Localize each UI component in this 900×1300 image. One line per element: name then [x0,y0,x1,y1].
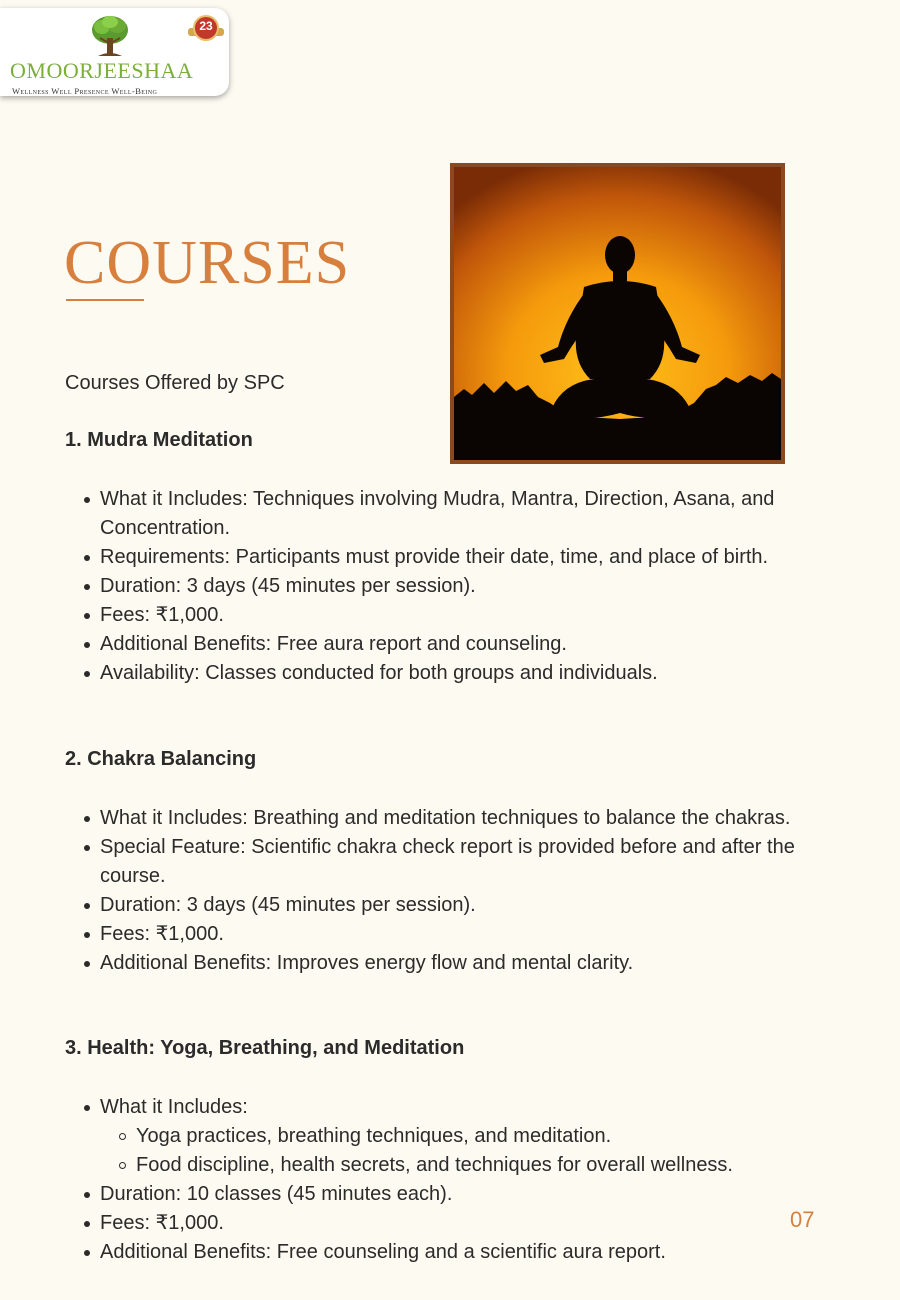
list-item [100,1093,800,1180]
sub-list-item: Food discipline, health secrets, and techniques for overall wellness. [136,1151,800,1180]
list-item: Additional Benefits: Free counseling and a scientific aura report. [100,1238,800,1267]
tree-logo-icon [90,14,130,60]
sub-list [136,1122,800,1180]
page-number: 07 [790,1207,815,1232]
list-item: What it Includes: Breathing and meditation techniques to balance the chakras. [100,804,800,833]
list-item: Fees: ₹1,000. [100,920,800,949]
list-item: What it Includes: Techniques involving Mudra, Mantra, Direction, Asana, and Concentration. [100,485,800,543]
course-details-list [100,485,800,688]
section-heading: 3. Health: Yoga, Breathing, and Meditation [65,1037,465,1059]
list-item: Duration: 10 classes (45 minutes each). [100,1180,800,1209]
intro-text: Courses Offered by SPC [65,372,285,394]
anniversary-badge [186,14,226,48]
course-details-list [100,804,800,978]
list-item: Special Feature: Scientific chakra check report is provided before and after the course. [100,833,800,891]
list-item: Requirements: Participants must provide their date, time, and place of birth. [100,543,800,572]
list-item: Duration: 3 days (45 minutes per session). [100,891,800,920]
page-title: COURSES [64,229,351,297]
list-item: Additional Benefits: Improves energy flow and mental clarity. [100,949,800,978]
course-details-list [100,1093,800,1267]
badge-number: 23 [199,19,213,33]
title-underline [66,299,144,301]
brand-name: OMOORJEESHAA [10,58,194,83]
list-item: Fees: ₹1,000. [100,601,800,630]
sub-list-item: Yoga practices, breathing techniques, and meditation. [136,1122,800,1151]
section-heading: 1. Mudra Meditation [65,429,253,451]
meditation-silhouette-icon [454,167,781,460]
list-item: Fees: ₹1,000. [100,1209,800,1238]
list-item-label: What it Includes: [100,1096,248,1118]
list-item: Availability: Classes conducted for both groups and individuals. [100,659,800,688]
brand-tagline: Wellness Well Presence Well-Being [12,86,158,96]
brand-logo [0,8,229,96]
list-item: Duration: 3 days (45 minutes per session). [100,572,800,601]
section-heading: 2. Chakra Balancing [65,748,257,770]
meditation-silhouette-image [450,163,785,464]
list-item: Additional Benefits: Free aura report and counseling. [100,630,800,659]
